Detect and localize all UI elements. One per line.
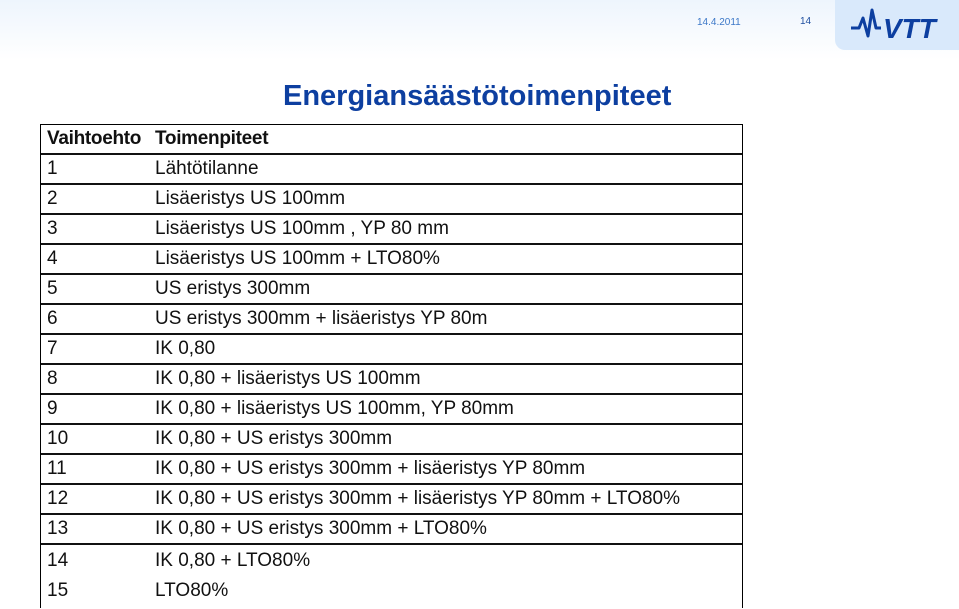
measure-text: US eristys 300mm xyxy=(155,278,311,299)
slide-date: 14.4.2011 xyxy=(697,17,741,28)
slide-number: 14 xyxy=(800,16,812,27)
header-band xyxy=(0,0,959,60)
measure-text: Lisäeristys US 100mm , YP 80 mm xyxy=(155,218,449,239)
option-number: 7 xyxy=(47,338,58,359)
column-header-toimenpiteet: Toimenpiteet xyxy=(155,128,269,149)
table-row xyxy=(41,155,742,185)
table-row xyxy=(41,185,742,215)
table-row xyxy=(41,485,742,515)
table-row xyxy=(41,245,742,275)
measure-text: Lisäeristys US 100mm xyxy=(155,188,346,209)
table-row xyxy=(41,425,742,455)
option-number: 12 xyxy=(47,488,69,509)
table-row xyxy=(41,455,742,485)
option-number: 11 xyxy=(47,458,67,479)
measure-text: US eristys 300mm + lisäeristys YP 80m xyxy=(155,308,488,329)
vtt-logo-icon xyxy=(849,6,953,44)
measure-text: IK 0,80 + LTO80% xyxy=(155,550,311,571)
table-row xyxy=(41,515,742,545)
vtt-logo xyxy=(835,0,959,50)
measure-text: IK 0,80 + lisäeristys US 100mm, YP 80mm xyxy=(155,398,514,419)
option-number: 1 xyxy=(47,158,58,179)
measure-text: LTO80% xyxy=(155,580,229,601)
option-number: 10 xyxy=(47,428,69,449)
option-number: 8 xyxy=(47,368,58,389)
slide-title: Energiansäästötoimenpiteet xyxy=(283,80,672,112)
table-row xyxy=(41,395,742,425)
measure-text: IK 0,80 + US eristys 300mm + lisäeristys YP 80mm + LTO80% xyxy=(155,488,681,509)
option-number: 13 xyxy=(47,518,69,539)
measure-text: Lähtötilanne xyxy=(155,158,259,179)
table-row xyxy=(41,335,742,365)
table-row xyxy=(41,275,742,305)
measures-table xyxy=(40,124,743,608)
measure-text: IK 0,80 + US eristys 300mm + LTO80% xyxy=(155,518,487,539)
table-row xyxy=(41,215,742,245)
column-header-vaihtoehto: Vaihtoehto xyxy=(47,128,142,149)
measure-text: Lisäeristys US 100mm + LTO80% xyxy=(155,248,440,269)
table-header-row xyxy=(41,125,742,155)
table-row xyxy=(41,577,742,607)
option-number: 6 xyxy=(47,308,58,329)
option-number: 9 xyxy=(47,398,58,419)
option-number: 3 xyxy=(47,218,58,239)
measure-text: IK 0,80 + US eristys 300mm + lisäeristys YP 80mm xyxy=(155,458,586,479)
table-row xyxy=(41,547,742,577)
table-row xyxy=(41,305,742,335)
measure-text: IK 0,80 xyxy=(155,338,216,359)
option-number: 14 xyxy=(47,550,69,571)
measure-text: IK 0,80 + lisäeristys US 100mm xyxy=(155,368,421,389)
option-number: 2 xyxy=(47,188,58,209)
option-number: 15 xyxy=(47,580,69,601)
logo-text: VTT xyxy=(883,13,936,44)
option-number: 4 xyxy=(47,248,58,269)
option-number: 5 xyxy=(47,278,58,299)
measure-text: IK 0,80 + US eristys 300mm xyxy=(155,428,393,449)
table-row xyxy=(41,365,742,395)
